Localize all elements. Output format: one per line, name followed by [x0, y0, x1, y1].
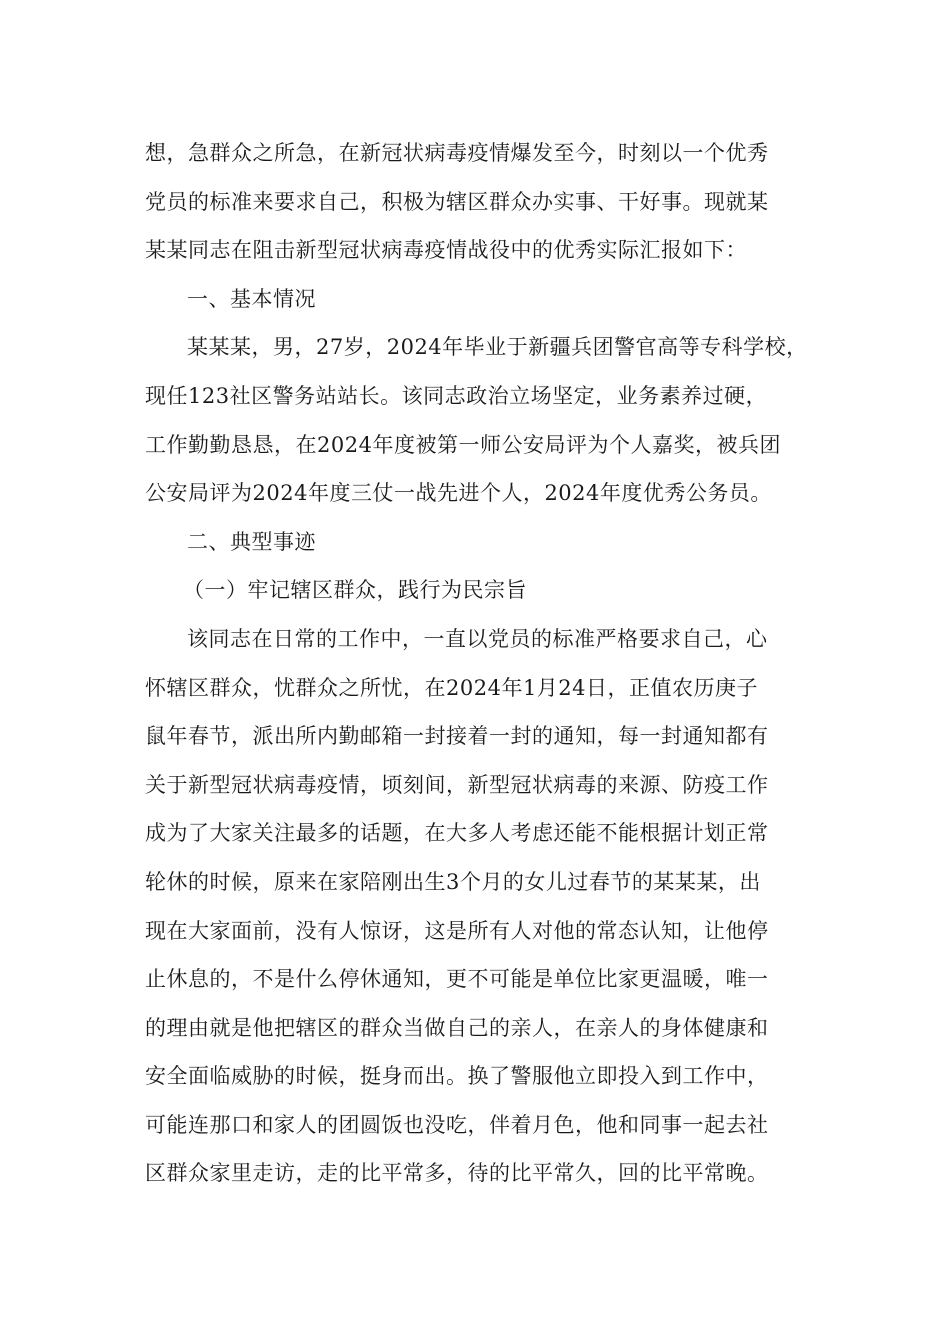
text-line: 某某某，男，27岁，2024年毕业于新疆兵团警官高等专科学校， [187, 335, 808, 360]
subsection-heading: （一）牢记辖区群众，践行为民宗旨 [183, 578, 527, 603]
text-line: 可能连那口和家人的团圆饭也没吃，伴着月色，他和同事一起去社 [145, 1112, 769, 1137]
text-line: 党员的标准来要求自己，积极为辖区群众办实事、干好事。现就某 [145, 189, 769, 214]
text-line: 关于新型冠状病毒疫情，顷刻间，新型冠状病毒的来源、防疫工作 [145, 772, 769, 797]
text-line: 成为了大家关注最多的话题，在大多人考虑还能不能根据计划正常 [145, 821, 769, 846]
text-line: 怀辖区群众，忧群众之所忧，在2024年1月24日，正值农历庚子 [145, 675, 759, 700]
text-line: 区群众家里走访，走的比平常多，待的比平常久，回的比平常晚。 [145, 1161, 769, 1186]
section-heading-typical-deeds: 二、典型事迹 [187, 529, 316, 554]
text-line: 现在大家面前，没有人惊讶，这是所有人对他的常态认知，让他停 [145, 918, 769, 943]
text-line: 现任123社区警务站站长。该同志政治立场坚定，业务素养过硬， [145, 383, 768, 408]
text-line: 轮休的时候，原来在家陪刚出生3个月的女儿过春节的某某某，出 [145, 869, 761, 894]
text-line: 安全面临威胁的时候，挺身而出。换了警服他立即投入到工作中， [145, 1064, 769, 1089]
text-line: 止休息的，不是什么停休通知，更不可能是单位比家更温暖，唯一 [145, 967, 769, 992]
text-line: 鼠年春节，派出所内勤邮箱一封接着一封的通知，每一封通知都有 [145, 724, 769, 749]
text-line: 某某同志在阻击新型冠状病毒疫情战役中的优秀实际汇报如下： [145, 238, 747, 263]
text-line: 的理由就是他把辖区的群众当做自己的亲人，在亲人的身体健康和 [145, 1015, 769, 1040]
text-line: 工作勤勤恳恳，在2024年度被第一师公安局评为个人嘉奖，被兵团 [145, 432, 781, 457]
text-line: 想，急群众之所急，在新冠状病毒疫情爆发至今，时刻以一个优秀 [145, 141, 769, 165]
text-line: 该同志在日常的工作中，一直以党员的标准严格要求自己，心 [187, 626, 768, 651]
section-heading-basic-info: 一、基本情况 [187, 286, 316, 311]
text-line: 公安局评为2024年度三仗一战先进个人，2024年度优秀公务员。 [145, 481, 772, 506]
body-text [145, 129, 815, 1198]
